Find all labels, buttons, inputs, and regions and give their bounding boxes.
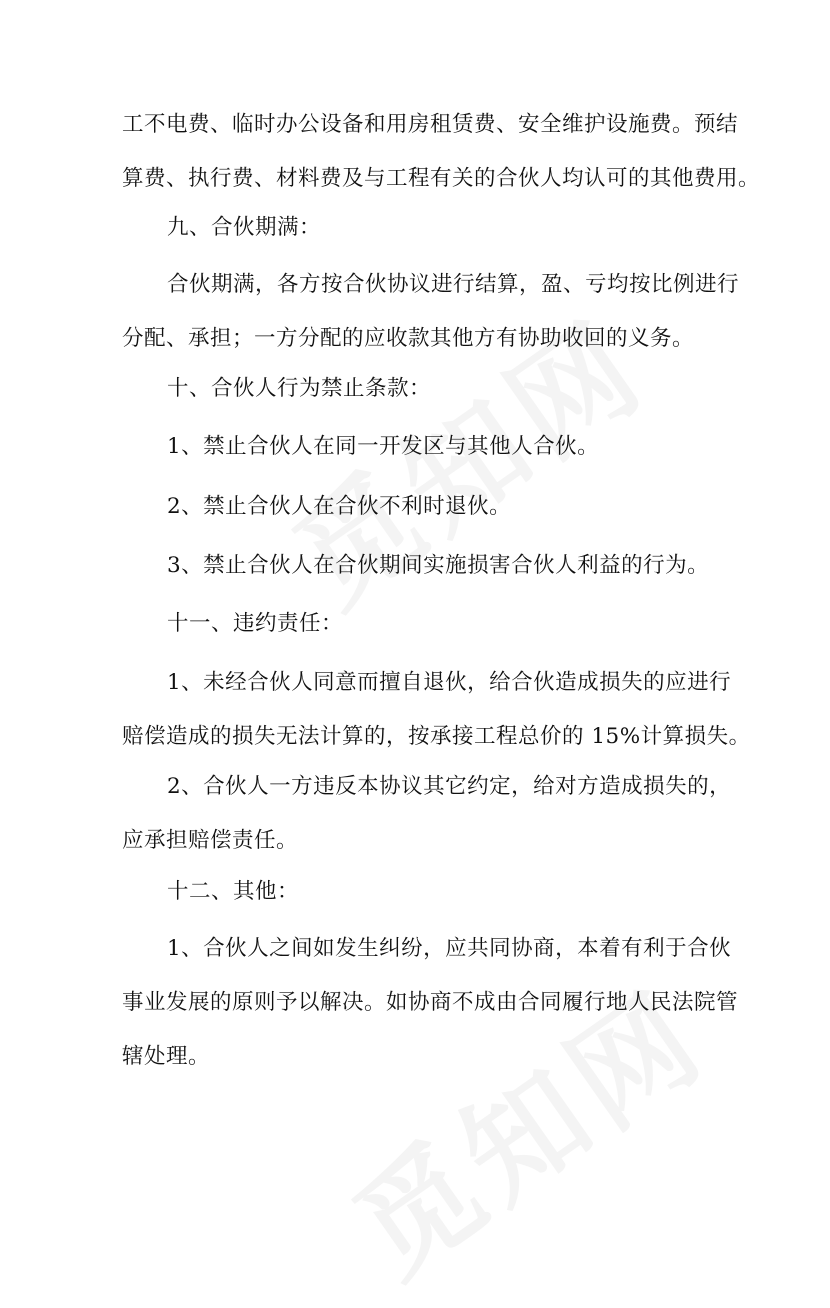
- list-item: [122, 432, 712, 462]
- text-line: 2、合伙人一方违反本协议其它约定，给对方造成损失的，: [167, 774, 732, 799]
- text-line: 辖处理。: [122, 1044, 211, 1069]
- list-item: [122, 551, 712, 581]
- text-line: 赔偿造成的损失无法计算的，按承接工程总价的 15%计算损失。: [122, 724, 751, 749]
- text-line: 算费、执行费、材料费及与工程有关的合伙人均认可的其他费用。: [122, 166, 761, 191]
- section-heading: [122, 374, 712, 404]
- paragraph: [122, 270, 740, 354]
- list-item: [122, 934, 739, 1072]
- text-line: 3、禁止合伙人在合伙期间实施损害合伙人利益的行为。: [167, 553, 710, 578]
- list-item: [122, 492, 712, 522]
- text-line: 1、禁止合伙人在同一开发区与其他人合伙。: [167, 434, 600, 459]
- text-line: 十、合伙人行为禁止条款：: [167, 376, 432, 401]
- section-heading: [122, 213, 712, 243]
- text-line: 十二、其他：: [167, 879, 300, 904]
- text-line: 1、合伙人之间如发生纠纷，应共同协商，本着有利于合伙: [167, 936, 732, 961]
- text-line: 应承担赔偿责任。: [122, 828, 299, 853]
- section-heading: [122, 609, 712, 639]
- text-line: 分配、承担；一方分配的应收款其他方有协助收回的义务。: [122, 326, 695, 351]
- section-heading: [122, 877, 712, 907]
- paragraph: [122, 110, 761, 194]
- text-line: 工不电费、临时办公设备和用房租赁费、安全维护设施费。预结: [122, 112, 739, 137]
- list-item: [122, 772, 732, 856]
- list-item: [122, 668, 751, 752]
- text-line: 事业发展的原则予以解决。如协商不成由合同履行地人民法院管: [122, 990, 739, 1015]
- text-line: 十一、违约责任：: [167, 611, 344, 636]
- text-line: 1、未经合伙人同意而擅自退伙，给合伙造成损失的应进行: [167, 670, 732, 695]
- text-line: 九、合伙期满：: [167, 215, 322, 240]
- text-line: 合伙期满，各方按合伙协议进行结算，盈、亏均按比例进行: [167, 272, 740, 297]
- text-line: 2、禁止合伙人在合伙不利时退伙。: [167, 494, 512, 519]
